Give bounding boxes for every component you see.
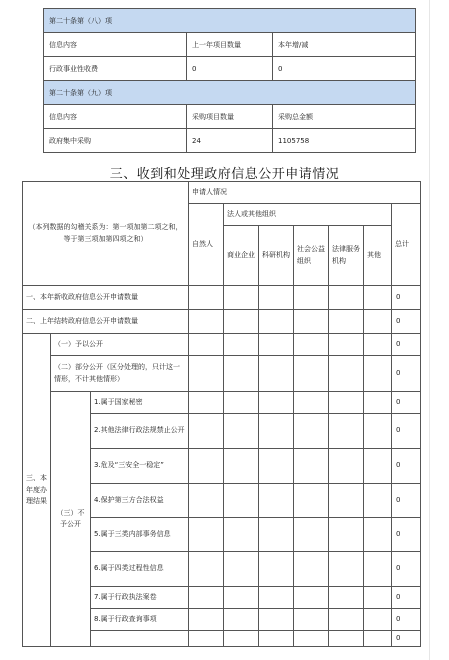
commercial-header: 商业企业 (224, 226, 259, 286)
public-info-table (43, 8, 416, 153)
article9-col-amount: 采购总金额 (273, 105, 416, 129)
row-enforcement-files: 7.属于行政执法案卷 (91, 587, 189, 609)
row-process-info: 6.属于四类过程性信息 (91, 552, 189, 587)
total-value: 0 (392, 484, 421, 518)
applicant-header-row (23, 182, 421, 204)
article9-row-label: 政府集中采购 (44, 129, 187, 153)
total-header: 总计 (392, 204, 421, 286)
article8-col-content: 信息内容 (44, 33, 187, 57)
row-carried-over: 二、上年结转政府信息公开申请数量 (23, 310, 189, 334)
total-value: 0 (392, 552, 421, 587)
article9-header: 第二十条第（九）项 (44, 81, 416, 105)
article9-col-count: 采购项目数量 (187, 105, 273, 129)
article8-row-prev: 0 (187, 57, 273, 81)
social-header: 社会公益组织 (294, 226, 329, 286)
row-third-party: 4.保护第三方合法权益 (91, 484, 189, 518)
legal-service-header: 法律服务机构 (329, 226, 364, 286)
row-disclosed: （一）予以公开 (51, 334, 189, 356)
research-header: 科研机构 (259, 226, 294, 286)
processing-results-group: 三、本年度办理结果 (23, 334, 51, 647)
article8-header-row (44, 9, 416, 33)
table-row (23, 392, 421, 414)
article9-header-row (44, 81, 416, 105)
relation-note: （本列数据的勾稽关系为：第一项加第二项之和，等于第三项加第四项之和） (23, 182, 189, 286)
total-value: 0 (392, 356, 421, 392)
section-title: 三、收到和处理政府信息公开申请情况 (109, 167, 340, 182)
page-margin-rule (429, 0, 430, 660)
table-row (23, 310, 421, 334)
row-inquiry-matters: 8.属于行政查询事项 (91, 609, 189, 631)
article8-data-row (44, 57, 416, 81)
total-value: 0 (392, 609, 421, 631)
row-internal-affairs: 5.属于三类内部事务信息 (91, 518, 189, 552)
applicant-header: 申请人情况 (189, 182, 421, 204)
article8-row-change: 0 (273, 57, 416, 81)
not-disclosed-group: （三）不予公开 (51, 392, 91, 647)
total-value: 0 (392, 518, 421, 552)
total-value: 0 (392, 587, 421, 609)
article9-column-row (44, 105, 416, 129)
article9-row-count: 24 (187, 129, 273, 153)
article9-col-content: 信息内容 (44, 105, 187, 129)
article8-column-row (44, 33, 416, 57)
application-table (22, 181, 421, 647)
natural-person-header: 自然人 (189, 204, 224, 286)
article9-data-row (44, 129, 416, 153)
total-value: 0 (392, 414, 421, 449)
article8-col-change: 本年增/减 (273, 33, 416, 57)
other-header: 其他 (364, 226, 392, 286)
total-value: 0 (392, 334, 421, 356)
total-value: 0 (392, 449, 421, 484)
legal-org-header: 法人或其他组织 (224, 204, 392, 226)
table-row (23, 334, 421, 356)
article8-row-label: 行政事业性收费 (44, 57, 187, 81)
total-value: 0 (392, 310, 421, 334)
row-new-applications: 一、本年新收政府信息公开申请数量 (23, 286, 189, 310)
row-three-security: 3.危及“三安全一稳定” (91, 449, 189, 484)
total-value: 0 (392, 631, 421, 647)
article8-col-prev: 上一年项目数量 (187, 33, 273, 57)
total-value: 0 (392, 392, 421, 414)
article9-row-amount: 1105758 (273, 129, 416, 153)
article8-header: 第二十条第（八）项 (44, 9, 416, 33)
row-partially-disclosed: （二）部分公开（区分处理的，只计这一情形，不计其他情形） (51, 356, 189, 392)
table-row (23, 286, 421, 310)
row-law-prohibited: 2.其他法律行政法规禁止公开 (91, 414, 189, 449)
table-row (23, 356, 421, 392)
row-state-secret: 1.属于国家秘密 (91, 392, 189, 414)
total-value: 0 (392, 286, 421, 310)
